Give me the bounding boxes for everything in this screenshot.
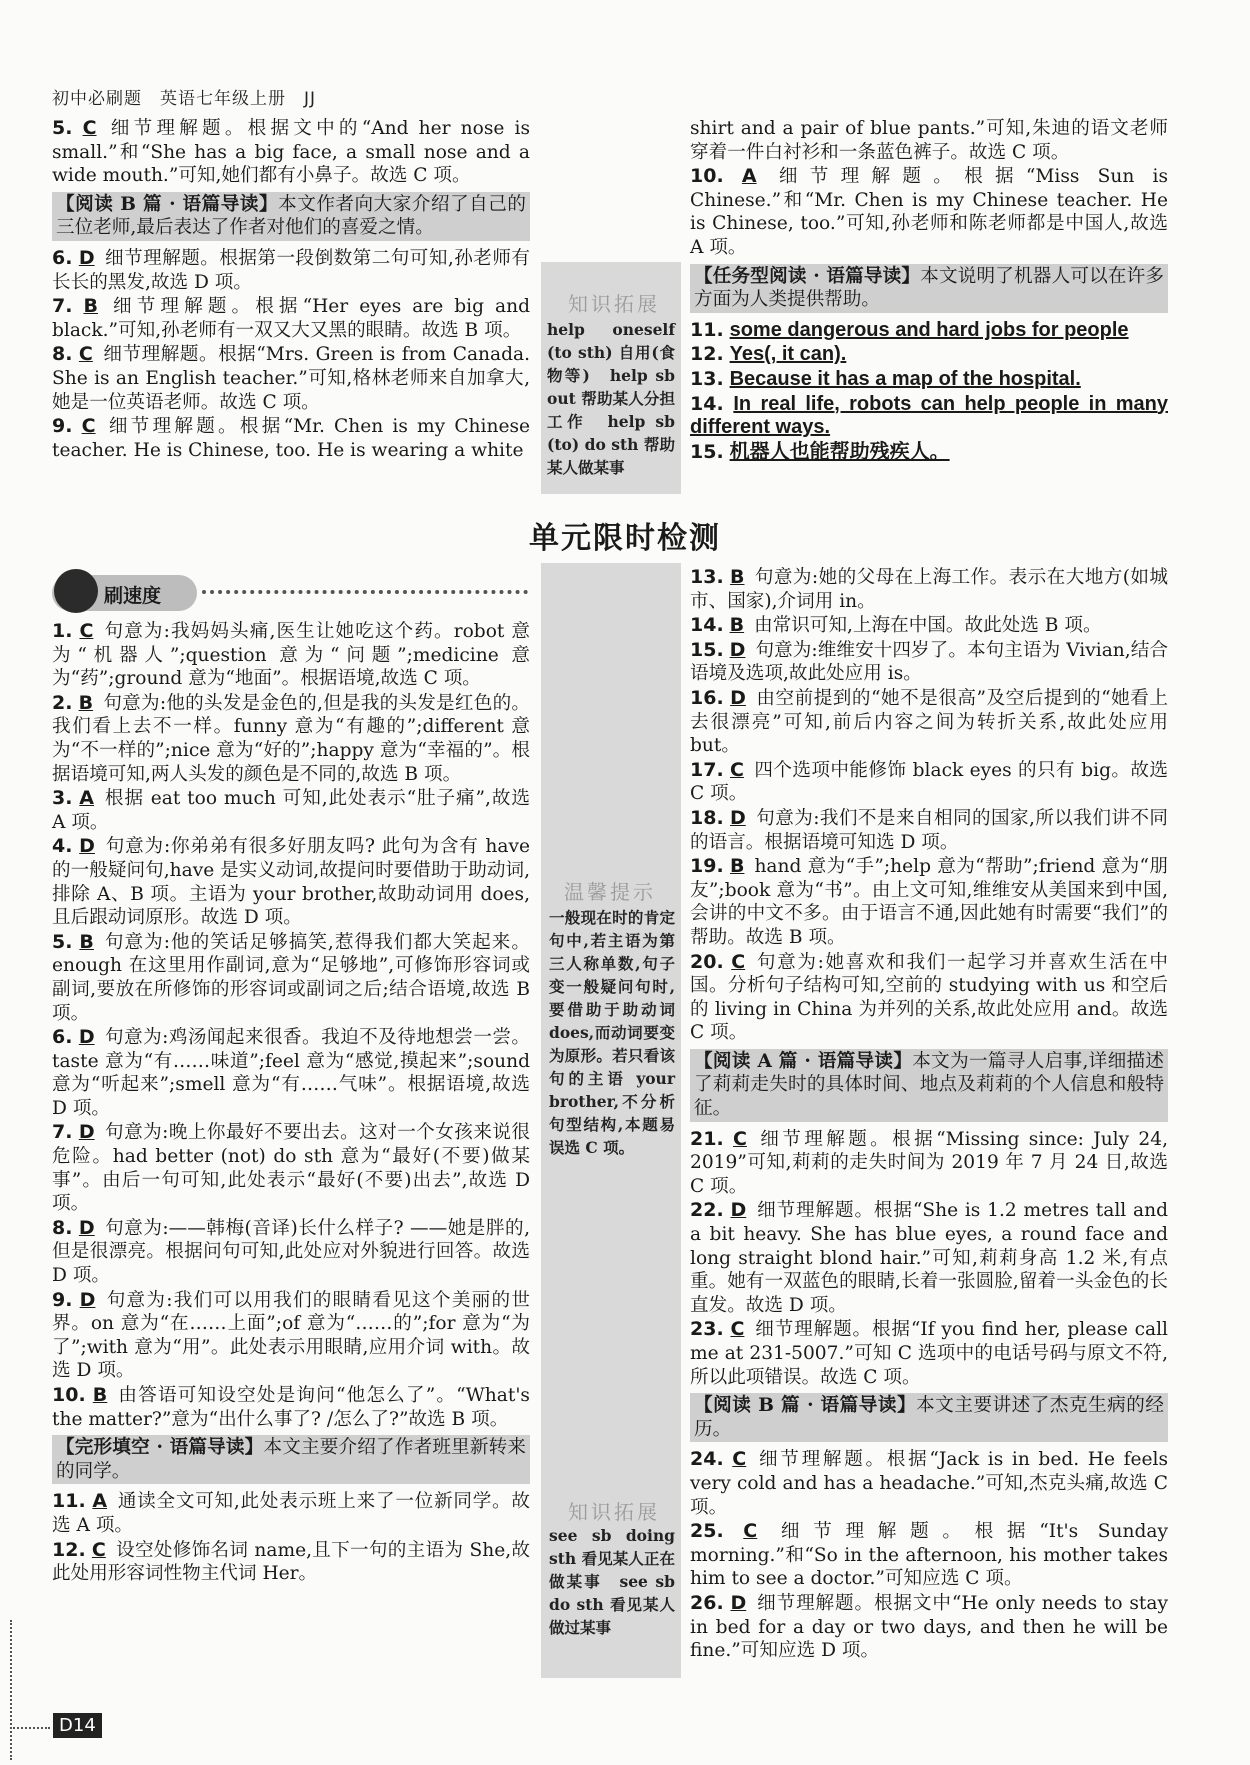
explanation-text: 句意为:我们可以用我们的眼睛看见这个美丽的世界。on 意为“在……上面”;of 意为“……的”;for 意为“为了”;with 意为“用”。此处表示用眼睛,应用介词 with。故选 D 项。 [52, 1289, 530, 1382]
answer-letter: C [731, 950, 746, 973]
answer-item [52, 931, 530, 1025]
item-number: 18. [690, 806, 724, 829]
item-number: 11. [52, 1490, 86, 1513]
answer-letter: C [732, 1448, 747, 1471]
item-number: 3. [52, 787, 73, 810]
answer-item [52, 835, 530, 929]
item-number: 16. [690, 686, 724, 709]
item-number: 25. [690, 1520, 724, 1543]
answer-letter: C [91, 1538, 106, 1561]
item-number: 17. [690, 758, 724, 781]
guide-text: 本文为一篇寻人启事,详细描述了莉莉走失时的具体时间、地点及莉莉的个人信息和般特征。 [694, 1050, 1164, 1120]
answer-item [690, 807, 1168, 854]
answer-letter: C [78, 343, 93, 366]
answer-item [52, 1490, 530, 1537]
explanation-text: 细节理解题。根据“It's Sunday morning.”和“So in the afternoon, his mother takes him to see a doctor.”可知应选 C 项。 [690, 1521, 1168, 1590]
answer-item [52, 343, 530, 414]
answer-item [690, 343, 1168, 367]
answer-item [690, 1592, 1168, 1663]
explanation-text: 细节理解题。根据文中的“And her nose is small.”和“She has a big face, a small nose and a wide mouth.”可知,她们都有小鼻子。故选 C 项。 [52, 118, 530, 187]
explanation-text: 由空前提到的“她不是很高”及空后提到的“她看上去很漂亮”可知,前后内容之间为转折关系,故此处应用 but。 [690, 687, 1168, 757]
answer-item [690, 117, 1168, 164]
answer-item [690, 855, 1168, 949]
explanation-text: 句意为:她的父母在上海工作。表示在大地方(如城市、国家),介词用 in。 [690, 567, 1168, 612]
explanation-text: 设空处修饰名词 name,且下一句的主语为 She,故此处用形容词性物主代词 Her。 [52, 1539, 530, 1585]
guide-tag: 【阅读 A 篇 · 语篇导读】 [694, 1050, 913, 1072]
running-header: 初中必刷题 英语七年级上册 JJ [52, 89, 317, 109]
item-number: 14. [690, 614, 724, 637]
guide-text: 本文作者向大家介绍了自己的三位老师,最后表达了作者对他们的喜爱之情。 [56, 193, 526, 239]
answer-item [52, 117, 530, 188]
answer-item [52, 1539, 530, 1586]
answer-letter: C [730, 1318, 745, 1341]
explanation-text: 句意为:他的头发是金色的,但是我的头发是红色的。我们看上去不一样。funny 意为“有趣的”;different 意为“不一样的”;nice 意为“好的”;happy 意为“幸福的”。根据语境可知,两人头发的颜色是不同的,故选 B 项。 [52, 692, 530, 785]
item-number: 11. [690, 318, 724, 341]
answer-letter: C [743, 1520, 758, 1543]
answer-item [690, 687, 1168, 758]
answer-item [690, 951, 1168, 1045]
answer-letter: B [730, 566, 745, 588]
answer-item [690, 614, 1168, 638]
answer-letter: A [92, 1490, 108, 1513]
explanation-text: 句意为:维维安十四岁了。本句主语为 Vivian,结合语境及选项,故此处应用 is。 [690, 639, 1168, 685]
guide-tag: 【任务型阅读 · 语篇导读】 [694, 265, 921, 287]
item-number: 7. [52, 295, 73, 318]
guide-text: 本文主要讲述了杰克生病的经历。 [694, 1395, 1164, 1440]
answer-item [690, 441, 1168, 465]
explanation-text: 句意为:我妈妈头痛,医生让她吃这个药。robot 意为“机器人”;question 意为“问题”;medicine 意为“药”;ground 意为“地面”。根据语境,故选 C 项。 [52, 621, 530, 690]
item-number: 9. [52, 415, 73, 438]
item-number: 5. [52, 930, 73, 953]
explanation-text: 根据 eat too much 可知,此处表示“肚子痛”,故选 A 项。 [52, 788, 530, 833]
guide-text: 本文主要介绍了作者班里新转来的同学。 [56, 1437, 526, 1482]
item-number: 9. [52, 1288, 73, 1311]
passage-guide [52, 1435, 530, 1484]
right-top-column [690, 117, 1168, 465]
explanation-text: 由常识可知,上海在中国。故此处选 B 项。 [754, 615, 1102, 637]
written-answer: In real life, robots can help people in many different ways. [690, 392, 1169, 439]
explanation-text: 句意为:她喜欢和我们一起学习并喜欢生活在中国。分析句子结构可知,空前的 studying with us 和空后的 living in China 为并列的关系,故此处应用 and。故选 C 项。 [690, 951, 1168, 1044]
explanation-text: 通读全文可知,此处表示班上来了一位新同学。故选 A 项。 [52, 1491, 530, 1536]
answer-item [690, 393, 1168, 440]
item-number: 7. [52, 1121, 73, 1144]
explanation-text: 句意为:——韩梅(音译)长什么样子? ——她是胖的,但是很漂亮。根据问句可知,此处应对外貌进行回答。故选 D 项。 [52, 1217, 530, 1287]
explanation-text: 细节理解题。根据文中“He only needs to stay in bed for a day or two days, and then he will be fine.”可知应选 D 项。 [690, 1592, 1168, 1662]
corner-dots-vertical [10, 1620, 12, 1760]
explanation-text: hand 意为“手”;help 意为“帮助”;friend 意为“朋友”;book 意为“书”。由上文可知,维维安从美国来到中国,会讲的中文不多。由于语言不通,因此她有时需要“我们”的帮助。故选 B 项。 [690, 856, 1168, 948]
sidebar-tip-1-text: help oneself (to sth) 自用(食物等) help sb out 帮助某人分担工作 help sb (to) do sth 帮助某人做某事 [547, 320, 675, 477]
answer-letter: C [82, 117, 97, 139]
item-number: 8. [52, 343, 73, 366]
item-number: 12. [690, 343, 724, 366]
explanation-text: 四个选项中能修饰 black eyes 的只有 big。故选 C 项。 [690, 759, 1168, 805]
answer-item [52, 620, 530, 691]
page-number: D14 [53, 1713, 102, 1738]
answer-letter: D [79, 835, 95, 858]
passage-guide [690, 1393, 1168, 1442]
explanation-text: 细节理解题。根据“Missing since: July 24, 2019”可知,莉莉的走失时间为 2019 年 7 月 24 日,故选 C 项。 [690, 1128, 1168, 1197]
answer-item [52, 1289, 530, 1383]
guide-text: 本文说明了机器人可以在许多方面为人类提供帮助。 [694, 265, 1164, 311]
answer-letter: C [730, 758, 744, 781]
item-number: 21. [690, 1127, 724, 1150]
answer-letter: C [732, 1127, 747, 1150]
item-number: 15. [690, 638, 724, 661]
passage-guide [52, 192, 530, 241]
explanation-text: 句意为:我们不是来自相同的国家,所以我们讲不同的语言。根据语境可知选 D 项。 [690, 807, 1168, 853]
answer-item [52, 1121, 530, 1215]
right-bottom-column [690, 566, 1168, 1664]
explanation-text: 细节理解题。根据“Mrs. Green is from Canada. She is an English teacher.”可知,格林老师来自加拿大,她是一位英语老师。故选 C 项。 [52, 344, 530, 413]
answer-item [690, 1520, 1168, 1591]
guide-tag: 【阅读 B 篇 · 语篇导读】 [56, 193, 279, 215]
answer-item [52, 415, 530, 462]
section-title: 单元限时检测 [529, 521, 721, 556]
sidebar-tip-3-heading: 知识拓展 [568, 1500, 660, 1524]
item-number: 20. [690, 950, 724, 973]
item-number: 23. [690, 1318, 724, 1341]
explanation-text: 细节理解题。根据第一段倒数第二句可知,孙老师有长长的黑发,故选 D 项。 [52, 247, 530, 293]
written-answer: Yes(, it can). [729, 343, 847, 366]
item-number: 6. [52, 246, 73, 269]
item-number: 1. [52, 620, 73, 642]
item-number: 6. [52, 1026, 73, 1049]
answer-item [52, 1026, 530, 1120]
answer-letter: D [730, 1199, 747, 1222]
answer-letter: D [730, 806, 746, 829]
answer-letter: C [79, 620, 94, 642]
sidebar-tip-1-heading: 知识拓展 [568, 292, 660, 316]
corner-dots-horizontal [10, 1727, 50, 1729]
answer-item [690, 639, 1168, 686]
answer-item [690, 165, 1168, 259]
answer-letter: D [78, 246, 95, 269]
explanation-text: 细节理解题。根据“Jack is in bed. He feels very cold and has a headache.”可知,杰克头痛,故选 C 项。 [690, 1449, 1168, 1518]
explanation-text: 细节理解题。根据“If you find her, please call me at 231-5007.”可知 C 选项中的电话号码与原文不符,所以此项错误。故选 C 项。 [690, 1319, 1168, 1388]
left-top-column [52, 117, 530, 463]
explanation-text: 细节理解题。根据“She is 1.2 metres tall and a bit heavy. She has blue eyes, a round face and long straight blond hair.”可知,莉莉身高 1.2 米,有点重。她有一双蓝色的眼睛,长着一张圆脸,留着一头金色的长直发。故选 D 项。 [690, 1200, 1168, 1316]
answer-letter: C [81, 415, 96, 438]
answer-item [690, 319, 1168, 343]
answer-item [52, 1384, 530, 1431]
item-number: 8. [52, 1216, 73, 1239]
explanation-text: 细节理解题。根据“Miss Sun is Chinese.”和“Mr. Chen is my Chinese teacher. He is Chinese, too.”可知,孙老师和陈老师都是中国人,故选 A 项。 [690, 166, 1168, 258]
speed-badge [52, 575, 197, 611]
answer-item [690, 1448, 1168, 1519]
explanation-text: shirt and a pair of blue pants.”可知,朱迪的语文老师穿着一件白衬衫和一条蓝色裤子。故选 C 项。 [690, 118, 1168, 163]
written-answer: 机器人也能帮助残疾人。 [729, 440, 950, 463]
passage-guide [690, 1049, 1168, 1122]
answer-item [690, 1128, 1168, 1199]
explanation-text: 由答语可知设空处是询问“他怎么了”。“What's the matter?”意为“出什么事了? /怎么了?”故选 B 项。 [52, 1385, 530, 1430]
item-number: 4. [52, 835, 73, 858]
explanation-text: 句意为:晚上你最好不要出去。这对一个女孩来说很危险。had better (not) do sth 意为“最好(不要)做某事”。由后一句可知,此处表示“最好(不要)出去”,故选 D 项。 [52, 1122, 530, 1215]
answer-letter: B [83, 295, 98, 318]
answer-letter: D [78, 1216, 95, 1239]
answer-letter: A [741, 165, 757, 188]
answer-item [52, 1217, 530, 1288]
answer-item [52, 787, 530, 834]
written-answer: Because it has a map of the hospital. [729, 367, 1081, 390]
explanation-text: 句意为:他的笑话足够搞笑,惹得我们都大笑起来。enough 在这里用作副词,意为“足够地”,可修饰形容词或副词,要放在所修饰的形容词或副词之后;结合语境,故选 B 项。 [52, 931, 530, 1024]
item-number: 10. [52, 1384, 86, 1406]
item-number: 2. [52, 691, 73, 714]
item-number: 10. [690, 165, 724, 188]
explanation-text: 细节理解题。根据“Her eyes are big and black.”可知,孙老师有一双又大又黑的眼睛。故选 B 项。 [52, 296, 530, 341]
answer-letter: B [79, 930, 94, 953]
item-number: 12. [52, 1538, 86, 1561]
answer-letter: B [729, 855, 745, 878]
badge-label: 刷速度 [104, 585, 162, 607]
answer-letter: D [79, 1288, 96, 1311]
answer-letter: A [79, 787, 95, 810]
answer-item [52, 295, 530, 342]
answer-letter: D [730, 1591, 747, 1614]
item-number: 26. [690, 1591, 724, 1614]
left-bottom-column [52, 620, 530, 1587]
answer-letter: B [92, 1384, 108, 1406]
answer-item [52, 247, 530, 294]
passage-guide [690, 264, 1168, 313]
answer-item [690, 566, 1168, 613]
answer-letter: D [78, 1121, 95, 1144]
item-number: 24. [690, 1448, 724, 1471]
item-number: 19. [690, 855, 724, 878]
dotted-divider [202, 590, 528, 594]
explanation-text: 细节理解题。根据“Mr. Chen is my Chinese teacher. He is Chinese, too. He is wearing a white [52, 416, 530, 461]
answer-letter: B [78, 691, 94, 714]
item-number: 22. [690, 1199, 724, 1222]
answer-letter: B [729, 614, 745, 637]
guide-tag: 【完形填空 · 语篇导读】 [56, 1437, 264, 1459]
answer-letter: D [729, 638, 746, 661]
item-number: 13. [690, 367, 724, 390]
explanation-text: 句意为:鸡汤闻起来很香。我迫不及待地想尝一尝。taste 意为“有……味道”;feel 意为“感觉,摸起来”;sound 意为“听起来”;smell 意为“有……气味”。根据语境,故选 D 项。 [52, 1027, 530, 1119]
sidebar-tip-3-text: see sb doing sth 看见某人正在做某事 see sb do sth 看见某人做过某事 [549, 1526, 675, 1637]
answer-item [690, 759, 1168, 806]
explanation-text: 句意为:你弟弟有很多好朋友吗? 此句为含有 have 的一般疑问句,have 是实义动词,故提问时要借助于助动词,排除 A、B 项。主语为 your brother,故助动词用 does,且后跟动词原形。故选 D 项。 [52, 836, 530, 929]
book-icon [54, 569, 98, 613]
item-number: 14. [690, 392, 724, 415]
answer-item [52, 692, 530, 786]
item-number: 5. [52, 117, 73, 139]
answer-letter: D [730, 686, 746, 709]
answer-item [690, 1318, 1168, 1389]
guide-tag: 【阅读 B 篇 · 语篇导读】 [694, 1395, 917, 1417]
answer-item [690, 1199, 1168, 1317]
sidebar-tip-2-heading: 温馨提示 [564, 880, 656, 904]
answer-item [690, 368, 1168, 392]
answer-letter: D [78, 1026, 95, 1049]
written-answer: some dangerous and hard jobs for people [729, 318, 1129, 341]
item-number: 13. [690, 566, 724, 588]
item-number: 15. [690, 440, 724, 463]
sidebar-tip-2-text: 一般现在时的肯定句中,若主语为第三人称单数,句子变一般疑问句时,要借助于助动词 does,而动词要变为原形。若只看该句的主语 your brother,不分析句型结构,本题易误选 C 项。 [549, 908, 675, 1157]
